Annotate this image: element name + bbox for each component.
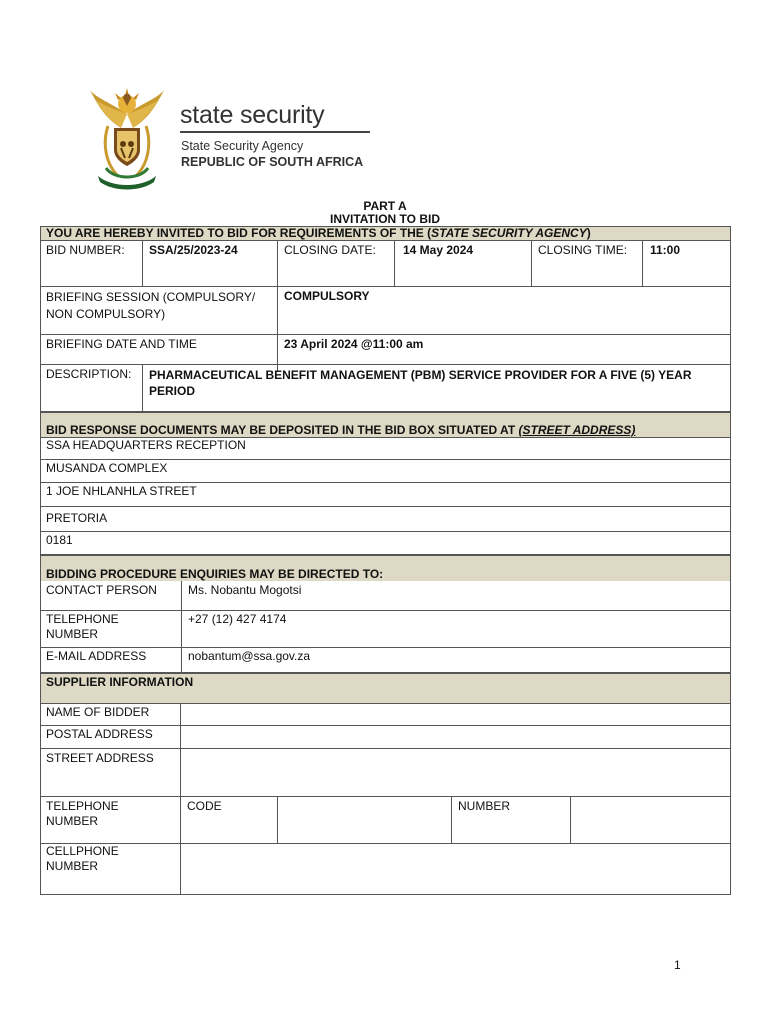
street-address-label: STREET ADDRESS	[46, 751, 154, 765]
briefing-date-value: 23 April 2024 @11:00 am	[284, 337, 424, 351]
contact-person-label: CONTACT PERSON	[46, 583, 157, 597]
form-title: INVITATION TO BID	[330, 212, 440, 226]
brand-underline	[180, 131, 370, 133]
phone-code-field[interactable]	[278, 797, 450, 843]
deposit-line-1: SSA HEADQUARTERS RECEPTION	[46, 438, 246, 452]
code-label: CODE	[187, 799, 222, 813]
email-value[interactable]: nobantum@ssa.gov.za	[188, 649, 311, 663]
briefing-date-label: BRIEFING DATE AND TIME	[46, 337, 197, 351]
supplier-phone-label: TELEPHONE NUMBER	[46, 799, 119, 828]
agency-name: State Security Agency	[181, 139, 304, 153]
description-label: DESCRIPTION:	[46, 367, 132, 381]
part-label: PART A	[363, 199, 407, 213]
enquiries-phone-value: +27 (12) 427 4174	[188, 612, 287, 626]
email-label: E-MAIL ADDRESS	[46, 649, 147, 663]
postal-address-field[interactable]	[181, 726, 730, 748]
bidder-name-field[interactable]	[181, 704, 730, 725]
bidder-name-label: NAME OF BIDDER	[46, 705, 150, 719]
coat-of-arms-logo	[88, 84, 166, 190]
page-number: 1	[674, 958, 681, 972]
deposit-line-5: 0181	[46, 533, 73, 547]
briefing-session-label: BRIEFING SESSION (COMPULSORY/ NON COMPULSORY)	[46, 290, 256, 321]
enquiries-heading: BIDDING PROCEDURE ENQUIRIES MAY BE DIRECTED TO:	[46, 567, 384, 581]
cellphone-label: CELLPHONE NUMBER	[46, 844, 119, 873]
deposit-heading: BID RESPONSE DOCUMENTS MAY BE DEPOSITED IN THE BID BOX SITUATED AT (STREET ADDRESS)	[46, 423, 636, 437]
closing-date-value: 14 May 2024	[403, 243, 474, 257]
briefing-session-value: COMPULSORY	[284, 289, 370, 303]
closing-date-label: CLOSING DATE:	[284, 243, 376, 257]
bid-number-value: SSA/25/2023-24	[149, 243, 238, 257]
phone-number-field[interactable]	[571, 797, 730, 843]
closing-time-label: CLOSING TIME:	[538, 243, 628, 257]
postal-address-label: POSTAL ADDRESS	[46, 727, 153, 741]
country-name: REPUBLIC OF SOUTH AFRICA	[181, 155, 364, 169]
enquiries-phone-label: TELEPHONE NUMBER	[46, 612, 119, 641]
contact-person-value: Ms. Nobantu Mogotsi	[188, 583, 302, 597]
invite-heading: YOU ARE HEREBY INVITED TO BID FOR REQUIREMENTS OF THE (STATE SECURITY AGENCY)	[46, 226, 591, 240]
number-label: NUMBER	[458, 799, 511, 813]
supplier-heading: SUPPLIER INFORMATION	[46, 675, 194, 689]
deposit-line-3: 1 JOE NHLANHLA STREET	[46, 484, 197, 498]
cellphone-field[interactable]	[181, 844, 730, 894]
bid-number-label: BID NUMBER:	[46, 243, 125, 257]
deposit-line-4: PRETORIA	[46, 511, 108, 525]
street-address-field[interactable]	[181, 749, 730, 796]
brand-title: state security	[180, 101, 325, 129]
closing-time-value: 11:00	[650, 243, 681, 257]
deposit-line-2: MUSANDA COMPLEX	[46, 461, 168, 475]
description-value: PHARMACEUTICAL BENEFIT MANAGEMENT (PBM) SERVICE PROVIDER FOR A FIVE (5) YEAR PERIOD	[149, 368, 692, 398]
